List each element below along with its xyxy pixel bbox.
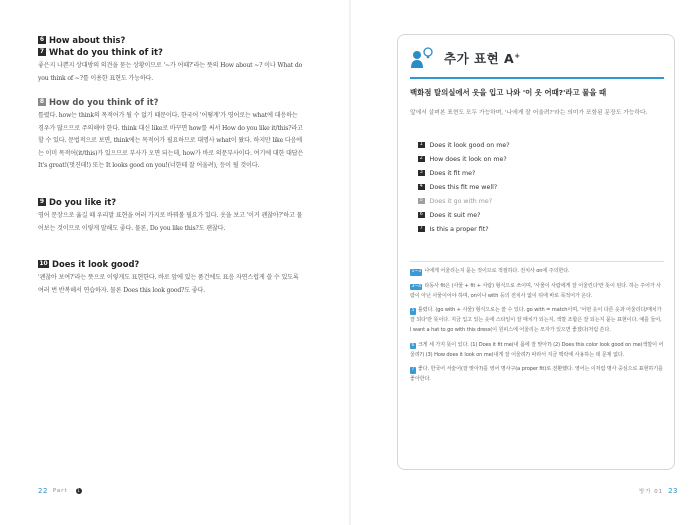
sentence-number-badge: 6 <box>419 211 423 217</box>
note-item <box>410 282 664 302</box>
sentence-text: Does it fit me? <box>429 169 476 177</box>
extra-expressions-card <box>397 34 675 470</box>
note-text: 타동사 fit은 (사물 + fit + 사람) 형식으로 쓰이며, '사물이 사람에게 잘 어울린다'란 뜻이 된다. 하는 주어가 사람이 아닌 사물이어야 하며, on이나 with 등의 전치사 없이 뒤에 바로 목적어가 온다. <box>410 282 661 299</box>
card-title: 추가 표현 A+ <box>444 51 521 66</box>
sentence-item <box>418 138 658 152</box>
section-number-badge: 7 <box>39 48 45 55</box>
section-number-badge: 8 <box>39 98 45 105</box>
section-heading-9 <box>38 196 304 208</box>
note-item <box>410 341 664 361</box>
page-number: 22 <box>38 487 48 495</box>
section-body: 영어 문장으로 옮길 때 우리말 표현을 여러 가지로 바꿔볼 필요가 있다. 옷을 보고 '이거 괜찮아?'하고 물어보는 것이므로 이렇게 말해도 좋다. 물론, Do you like this?도 괜찮다. <box>38 212 303 232</box>
sentence-text: Does this fit me well? <box>429 183 498 191</box>
page-gutter <box>349 0 351 525</box>
left-folio <box>38 487 82 495</box>
sentence-text: Does it look good on me? <box>429 141 510 149</box>
section-number-badge: 10 <box>39 260 48 267</box>
page-number: 23 <box>668 487 678 495</box>
sentence-item <box>418 166 658 180</box>
sentence-item <box>418 194 658 208</box>
divider <box>410 261 664 262</box>
person-idea-icon <box>410 47 434 69</box>
sentence-item <box>418 152 658 166</box>
section-title: How do you think of it? <box>49 97 159 107</box>
section-number-badge: 6 <box>39 36 45 43</box>
section-heading-7 <box>38 46 304 58</box>
section-body: '괜찮아 보여?'라는 뜻으로 이렇게도 표현한다. 바로 앞에 있는 품건에도 표음 자연스럽게 쓸 수 있도록 여러 번 반복해서 연습하자. 물론 Does this look good?도 좋다. <box>38 274 299 294</box>
sentence-number-badge: 5 <box>419 197 423 203</box>
sentence-number-badge: 7 <box>419 225 423 231</box>
sentence-text: Does it suit me? <box>429 211 481 219</box>
part-number-badge: 1 <box>77 488 80 493</box>
section-title: Do you like it? <box>49 197 117 207</box>
note-text: 좋다. 한국어 서술어(잘 맞아?)를 영어 명사구(a proper fit)로 전환했다. 영어는 이처럼 명사 중심으로 표현하기를 좋아한다. <box>410 366 663 383</box>
situation-question: 백화점 탈의실에서 옷을 입고 나와 '이 옷 어때?'라고 물을 때 <box>410 88 607 97</box>
sentence-number-badge: 1 <box>419 141 423 147</box>
note-tag: 5 <box>411 308 415 314</box>
section-heading-8 <box>38 96 304 108</box>
note-item <box>410 365 664 385</box>
section-title: What do you think of it? <box>49 47 163 57</box>
sentence-number-badge: 4 <box>419 183 423 189</box>
section-number-badge: 9 <box>39 198 45 205</box>
note-item <box>410 267 664 277</box>
sentence-item <box>418 222 658 236</box>
part-label: Part <box>52 488 68 494</box>
chapter-label: 방가 01 <box>639 489 664 495</box>
note-tag: 1~3 <box>411 269 421 274</box>
note-item <box>410 306 664 335</box>
sentence-number-badge: 2 <box>419 155 423 161</box>
notes-list <box>410 267 664 390</box>
note-text: 크게 세 가지 뜻이 있다. (1) Does it fit me(내 몸에 잘 맞아?) (2) Does this color look good on me(색깔이 어울려?) (3) How does it look on me(내게 잘 어울려?) 따라서 지금 맥락에 사용하는 데 문제 없다. <box>410 341 664 358</box>
section-body: 좋은지 나쁜지 상대방의 의견을 묻는 상황이므로 '~가 어때?'라는 뜻의 How about ~? 이나 What do you think of ~?를 이용한 표현도 가능하다. <box>38 62 303 82</box>
sentence-text: Does it go with me? <box>429 197 493 205</box>
section-heading-10 <box>38 258 304 270</box>
note-text: 나에게 어울리는지 묻는 것이므로 적절하다. 전치사 on에 주의한다. <box>424 268 570 274</box>
card-intro: 앞에서 살펴본 표현도 모두 가능하며, '나에게 잘 어울려?'라는 의미가 포함된 문장도 가능하다. <box>410 110 648 116</box>
section-10 <box>38 258 304 297</box>
sentence-text: How does it look on me? <box>429 155 507 163</box>
sentence-number-badge: 3 <box>419 169 423 175</box>
section-6-7 <box>38 34 304 85</box>
sentence-text: Is this a proper fit? <box>429 225 489 233</box>
section-9 <box>38 196 304 235</box>
note-tag: 3~4 <box>411 283 421 289</box>
sentence-list <box>418 138 658 236</box>
sentence-item <box>418 180 658 194</box>
card-header <box>410 47 664 69</box>
title-underline <box>410 77 664 79</box>
section-8 <box>38 96 304 173</box>
note-text: 틀렸다. (go with + 사물) 형식으로는 쓸 수 있다. go with = match이며, '어떤 옷이 다른 옷과 어울리다/매치가 잘 되다'란 뜻이다. 지금 입고 있는 옷에 스타일이 잘 매치가 되는지, 색깔 조합은 잘 되는지 묻는 표현이다. 예를 들어, I want a hat to go with this dress(이 원피스에 어울리는 모자가 있으면 좋겠다)처럼 쓴다. <box>410 307 662 333</box>
section-heading-6 <box>38 34 304 46</box>
section-title: Does it look good? <box>52 259 140 269</box>
section-title: How about this? <box>49 35 126 45</box>
sentence-item <box>418 208 658 222</box>
section-body: 틀렸다. how는 think의 목적어가 될 수 없기 때문이다. 한국어 '어떻게'가 영어로는 what에 대응하는 경우가 많으므로 주의해야 한다. think 대신 like로 바꾸면 how를 써서 How do you like it/this?라고 할 수 있다. 문법적으로 보면, think에는 목적어가 필요하므로 대명사 what이 왔다. 하지만 like 다음에는 이미 목적어(it/this)가 있으므로 부사가 오면 되는데, how가 바로 의문부사이다. 여기에 대한 대답은 It's great!(멋진데!) 또는 It looks good on you!(너한테 잘 어울려), 등이 될 것이다. <box>38 112 304 170</box>
right-folio <box>634 487 678 495</box>
note-tag: 6 <box>411 342 415 348</box>
note-tag: 7 <box>411 367 415 373</box>
